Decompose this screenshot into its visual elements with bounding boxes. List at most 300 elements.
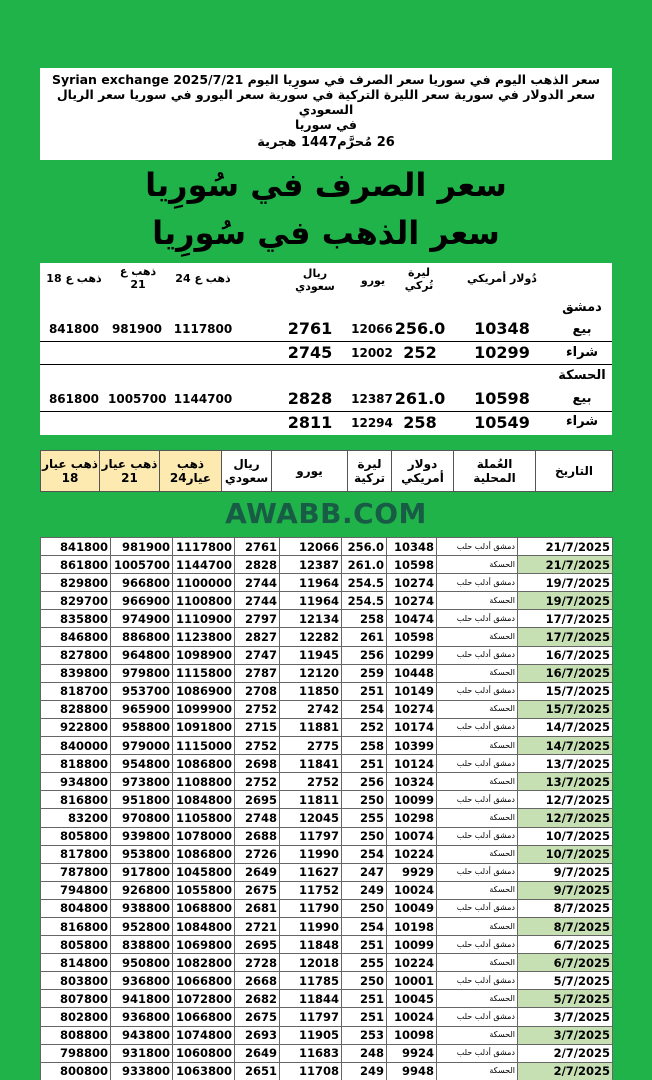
cell-try: 250 [342,827,387,845]
cell-usd: 10198 [387,917,437,935]
cell-g24: 1066800 [173,972,235,990]
cell-eur: 11797 [280,1008,342,1026]
label-sell-damascus: بيع [572,322,592,337]
header-line-3: في سوريا [295,117,357,132]
cell-sar: 2827 [235,628,280,646]
cell-try: 254 [342,917,387,935]
cell-eur: 11708 [280,1062,342,1080]
cell-usd: 10174 [387,718,437,736]
cell-try: 251 [342,755,387,773]
cell-g18: 798800 [41,1044,111,1062]
divider [40,411,612,412]
cell-local: دمشق أدلب حلب [437,863,518,881]
cell-g24: 1110900 [173,610,235,628]
cell-g21: 973800 [111,773,173,791]
cell-g24: 1099900 [173,700,235,718]
cell-g18: 817800 [41,845,111,863]
summary-header-usd: دُولار أمريكي [467,272,537,285]
cell-eur: 11905 [280,1026,342,1044]
label-buy-hasakah: شراء [566,414,598,429]
cell-usd: 10099 [387,936,437,954]
cell-sar: 2726 [235,845,280,863]
cell-g18: 818800 [41,755,111,773]
table-row [41,737,613,755]
cell-date: 6/7/2025 [518,954,613,972]
cell-g24: 1063800 [173,1062,235,1080]
cell-usd: 10074 [387,827,437,845]
gold-title: سعر الذهب في سُورِيا [152,214,500,252]
cell-local: الحسكة [437,881,518,899]
cell-date: 9/7/2025 [518,881,613,899]
cell-g21: 938800 [111,899,173,917]
cell-local: الحسكة [437,737,518,755]
cell-eur: 2752 [280,773,342,791]
cell-g24: 1098900 [173,646,235,664]
cell-sar: 2761 [235,538,280,556]
cell-g24: 1084800 [173,917,235,935]
cell-g18: 922800 [41,718,111,736]
cell-sar: 2748 [235,809,280,827]
cell-sar: 2681 [235,899,280,917]
cell-g21: 943800 [111,1026,173,1044]
cell-try: 258 [342,737,387,755]
cell-g18: 828800 [41,700,111,718]
cell-eur: 11945 [280,646,342,664]
cell-try: 250 [342,791,387,809]
cell-date: 17/7/2025 [518,628,613,646]
cell-usd: 10299 [387,646,437,664]
cell-local: دمشق أدلب حلب [437,682,518,700]
cell-try: 250 [342,899,387,917]
header-usd: دولار أمريكي [392,451,454,492]
cell-usd: 9924 [387,1044,437,1062]
cell-sar: 2649 [235,863,280,881]
cell-date: 19/7/2025 [518,574,613,592]
table-row [41,556,613,574]
cell-local: الحسكة [437,917,518,935]
cell-eur: 11964 [280,574,342,592]
cell-g24: 1123800 [173,628,235,646]
summary-header-try: ليرة تُركي [404,266,434,292]
cell-local: دمشق أدلب حلب [437,646,518,664]
watermark: AWABB.COM [225,497,427,530]
cell-try: 254 [342,700,387,718]
cell-g24: 1069800 [173,936,235,954]
cell-local: دمشق أدلب حلب [437,755,518,773]
dam-buy-sar: 2745 [287,343,333,362]
cell-g21: 958800 [111,718,173,736]
cell-g18: 805800 [41,936,111,954]
cell-usd: 10224 [387,954,437,972]
cell-date: 21/7/2025 [518,556,613,574]
cell-sar: 2728 [235,954,280,972]
cell-g21: 1005700 [111,556,173,574]
cell-local: دمشق أدلب حلب [437,899,518,917]
cell-g18: 818700 [41,682,111,700]
cell-g24: 1108800 [173,773,235,791]
cell-eur: 11811 [280,791,342,809]
cell-date: 5/7/2025 [518,972,613,990]
cell-local: دمشق أدلب حلب [437,936,518,954]
cell-g21: 979800 [111,664,173,682]
cell-g24: 1066800 [173,1008,235,1026]
cell-sar: 2747 [235,646,280,664]
cell-g18: 814800 [41,954,111,972]
cell-usd: 10098 [387,1026,437,1044]
cell-eur: 11848 [280,936,342,954]
cell-g21: 941800 [111,990,173,1008]
cell-usd: 10024 [387,881,437,899]
cell-local: الحسكة [437,628,518,646]
cell-usd: 10274 [387,574,437,592]
summary-header-sar: ريال سعودي [295,267,335,293]
header-line-2: سعر الدولار في سورية سعر الليرة التركية في سورية سعر اليورو في سوريا سعر الريال السعودي [56,87,596,117]
cell-usd: 10274 [387,700,437,718]
cell-local: الحسكة [437,664,518,682]
dam-g24: 1117800 [173,322,233,336]
table-row [41,682,613,700]
header-eur: يورو [272,451,348,492]
cell-g24: 1144700 [173,556,235,574]
cell-local: دمشق أدلب حلب [437,827,518,845]
cell-g24: 1100000 [173,574,235,592]
table-row [41,538,613,556]
table-row [41,936,613,954]
cell-usd: 10049 [387,899,437,917]
cell-g21: 838800 [111,936,173,954]
table-row [41,1062,613,1080]
cell-g18: 934800 [41,773,111,791]
cell-local: الحسكة [437,592,518,610]
cell-usd: 10448 [387,664,437,682]
cell-eur: 12018 [280,954,342,972]
cell-try: 251 [342,990,387,1008]
cell-g18: 794800 [41,881,111,899]
cell-local: دمشق أدلب حلب [437,610,518,628]
cell-local: الحسكة [437,845,518,863]
cell-date: 15/7/2025 [518,682,613,700]
has-g21: 1005700 [108,392,167,406]
cell-try: 247 [342,863,387,881]
cell-try: 249 [342,1062,387,1080]
dam-buy-usd: 10299 [474,343,530,362]
cell-try: 251 [342,682,387,700]
cell-sar: 2744 [235,574,280,592]
cell-g21: 926800 [111,881,173,899]
cell-g24: 1091800 [173,718,235,736]
cell-eur: 11990 [280,845,342,863]
cell-usd: 10124 [387,755,437,773]
cell-g18: 839800 [41,664,111,682]
header-g18: ذهب عيار 18 [41,451,100,492]
cell-sar: 2695 [235,791,280,809]
cell-usd: 9948 [387,1062,437,1080]
cell-date: 8/7/2025 [518,917,613,935]
cell-local: دمشق أدلب حلب [437,718,518,736]
dam-g18: 841800 [48,322,100,336]
hijri-date: 26 مُحرَّم1447 هجرية [257,135,395,150]
cell-sar: 2744 [235,592,280,610]
table-row [41,755,613,773]
cell-date: 21/7/2025 [518,538,613,556]
cell-sar: 2693 [235,1026,280,1044]
cell-local: الحسكة [437,1062,518,1080]
cell-sar: 2668 [235,972,280,990]
cell-eur: 11881 [280,718,342,736]
cell-try: 254.5 [342,574,387,592]
cell-date: 2/7/2025 [518,1062,613,1080]
cell-usd: 10348 [387,538,437,556]
cell-sar: 2675 [235,881,280,899]
cell-g21: 952800 [111,917,173,935]
cell-usd: 10045 [387,990,437,1008]
table-row [41,574,613,592]
cell-eur: 11785 [280,972,342,990]
cell-usd: 10298 [387,809,437,827]
cell-local: دمشق أدلب حلب [437,574,518,592]
cell-g21: 931800 [111,1044,173,1062]
cell-g18: 787800 [41,863,111,881]
cell-eur: 11627 [280,863,342,881]
cell-local: دمشق أدلب حلب [437,791,518,809]
cell-local: الحسكة [437,773,518,791]
table-row [41,718,613,736]
cell-g24: 1086800 [173,845,235,863]
table-row [41,773,613,791]
cell-g21: 933800 [111,1062,173,1080]
cell-try: 254 [342,845,387,863]
cell-local: دمشق أدلب حلب [437,538,518,556]
cell-date: 16/7/2025 [518,646,613,664]
cell-sar: 2797 [235,610,280,628]
table-row [41,664,613,682]
cell-try: 250 [342,972,387,990]
cell-eur: 2775 [280,737,342,755]
table-row [41,827,613,845]
cell-sar: 2708 [235,682,280,700]
title-box [40,68,612,160]
cell-date: 6/7/2025 [518,936,613,954]
cell-sar: 2695 [235,936,280,954]
cell-g21: 981900 [111,538,173,556]
label-buy-damascus: شراء [566,345,598,360]
cell-try: 256 [342,773,387,791]
table-row [41,863,613,881]
cell-eur: 12120 [280,664,342,682]
cell-sar: 2721 [235,917,280,935]
table-row [41,881,613,899]
cell-try: 254.5 [342,592,387,610]
header-sar: ريال سعودي [222,451,272,492]
cell-g21: 950800 [111,954,173,972]
cell-g18: 803800 [41,972,111,990]
cell-g18: 807800 [41,990,111,1008]
cell-g21: 953800 [111,845,173,863]
cell-g21: 964800 [111,646,173,664]
cell-g21: 936800 [111,1008,173,1026]
table-row [41,791,613,809]
cell-g18: 816800 [41,917,111,935]
cell-g18: 841800 [41,538,111,556]
cell-g18: 829800 [41,574,111,592]
table-row [41,990,613,1008]
cell-usd: 10324 [387,773,437,791]
cell-g21: 954800 [111,755,173,773]
cell-local: دمشق أدلب حلب [437,1044,518,1062]
cell-date: 16/7/2025 [518,664,613,682]
table-row [41,972,613,990]
dam-buy-eur: 12002 [351,346,393,360]
cell-g21: 917800 [111,863,173,881]
table-row [41,899,613,917]
cell-g18: 802800 [41,1008,111,1026]
cell-eur: 11844 [280,990,342,1008]
cell-sar: 2698 [235,755,280,773]
cell-g24: 1074800 [173,1026,235,1044]
summary-block [40,263,612,435]
cell-g18: 827800 [41,646,111,664]
cell-g21: 886800 [111,628,173,646]
cell-try: 256 [342,646,387,664]
dam-buy-try: 252 [403,343,437,362]
cell-eur: 12045 [280,809,342,827]
has-sell-sar: 2828 [287,389,333,408]
table-row [41,1008,613,1026]
cell-eur: 12387 [280,556,342,574]
cell-date: 12/7/2025 [518,791,613,809]
cell-try: 261.0 [342,556,387,574]
cell-g21: 966900 [111,592,173,610]
table-row [41,954,613,972]
summary-header-g24: ذهب ع 24 [175,272,231,285]
city-hasakah: الحسكة [558,368,606,383]
cell-try: 261 [342,628,387,646]
cell-date: 8/7/2025 [518,899,613,917]
has-g24: 1144700 [173,392,233,406]
cell-date: 10/7/2025 [518,845,613,863]
cell-local: دمشق أدلب حلب [437,972,518,990]
has-g18: 861800 [48,392,100,406]
cell-g24: 1082800 [173,954,235,972]
cell-date: 3/7/2025 [518,1026,613,1044]
cell-eur: 11964 [280,592,342,610]
cell-sar: 2715 [235,718,280,736]
dam-sell-try: 256.0 [394,319,446,338]
cell-usd: 10399 [387,737,437,755]
cell-usd: 10024 [387,1008,437,1026]
cell-g18: 835800 [41,610,111,628]
header-g21: ذهب عيار 21 [100,451,160,492]
cell-g21: 979000 [111,737,173,755]
cell-g18: 808800 [41,1026,111,1044]
cell-g21: 965900 [111,700,173,718]
divider [40,341,612,342]
header-try: ليرة تركية [348,451,392,492]
cell-try: 259 [342,664,387,682]
cell-date: 19/7/2025 [518,592,613,610]
dam-sell-sar: 2761 [287,319,333,338]
cell-try: 248 [342,1044,387,1062]
cell-eur: 11850 [280,682,342,700]
cell-try: 255 [342,809,387,827]
cell-date: 13/7/2025 [518,755,613,773]
cell-eur: 11683 [280,1044,342,1062]
cell-g18: 840000 [41,737,111,755]
cell-eur: 11797 [280,827,342,845]
history-table [40,537,613,1080]
cell-eur: 12066 [280,538,342,556]
cell-date: 14/7/2025 [518,737,613,755]
summary-header-g18: ذهب ع 18 [46,272,102,285]
cell-sar: 2828 [235,556,280,574]
has-sell-try: 261.0 [394,389,446,408]
cell-local: الحسكة [437,990,518,1008]
cell-try: 256.0 [342,538,387,556]
cell-g24: 1086800 [173,755,235,773]
cell-g24: 1072800 [173,990,235,1008]
cell-local: الحسكة [437,700,518,718]
table-row [41,845,613,863]
table-row [41,610,613,628]
cell-sar: 2675 [235,1008,280,1026]
table-row [41,1026,613,1044]
cell-g21: 970800 [111,809,173,827]
header-date: التاريخ [536,451,613,492]
cell-usd: 10274 [387,592,437,610]
cell-g18: 804800 [41,899,111,917]
cell-g18: 861800 [41,556,111,574]
cell-eur: 12282 [280,628,342,646]
cell-g21: 936800 [111,972,173,990]
cell-g24: 1055800 [173,881,235,899]
cell-sar: 2688 [235,827,280,845]
cell-local: الحسكة [437,954,518,972]
cell-g24: 1115800 [173,664,235,682]
table-row [41,628,613,646]
header-g24: ذهب عيار24 [160,451,222,492]
cell-local: الحسكة [437,809,518,827]
dam-sell-eur: 12066 [351,322,393,336]
cell-g18: 800800 [41,1062,111,1080]
cell-g21: 939800 [111,827,173,845]
cell-try: 251 [342,1008,387,1026]
cell-usd: 10598 [387,556,437,574]
cell-g18: 829700 [41,592,111,610]
has-sell-eur: 12387 [351,392,393,406]
cell-date: 12/7/2025 [518,809,613,827]
has-sell-usd: 10598 [474,389,530,408]
column-header-table [40,450,613,492]
cell-eur: 11841 [280,755,342,773]
cell-eur: 12134 [280,610,342,628]
cell-sar: 2752 [235,773,280,791]
header-line-1: سعر الذهب اليوم في سوريا سعر الصرف في سورِيا اليوم Syrian exchange 2025/7/21 [52,72,600,87]
cell-date: 15/7/2025 [518,700,613,718]
table-row [41,700,613,718]
cell-g24: 1117800 [173,538,235,556]
cell-g24: 1086900 [173,682,235,700]
table-row [41,809,613,827]
cell-g18: 816800 [41,791,111,809]
cell-usd: 9929 [387,863,437,881]
has-buy-eur: 12294 [351,416,393,430]
cell-date: 9/7/2025 [518,863,613,881]
city-damascus: دمشق [562,300,602,315]
cell-try: 249 [342,881,387,899]
exchange-title: سعر الصرف في سُورِيا [145,166,507,204]
cell-date: 2/7/2025 [518,1044,613,1062]
cell-sar: 2752 [235,700,280,718]
